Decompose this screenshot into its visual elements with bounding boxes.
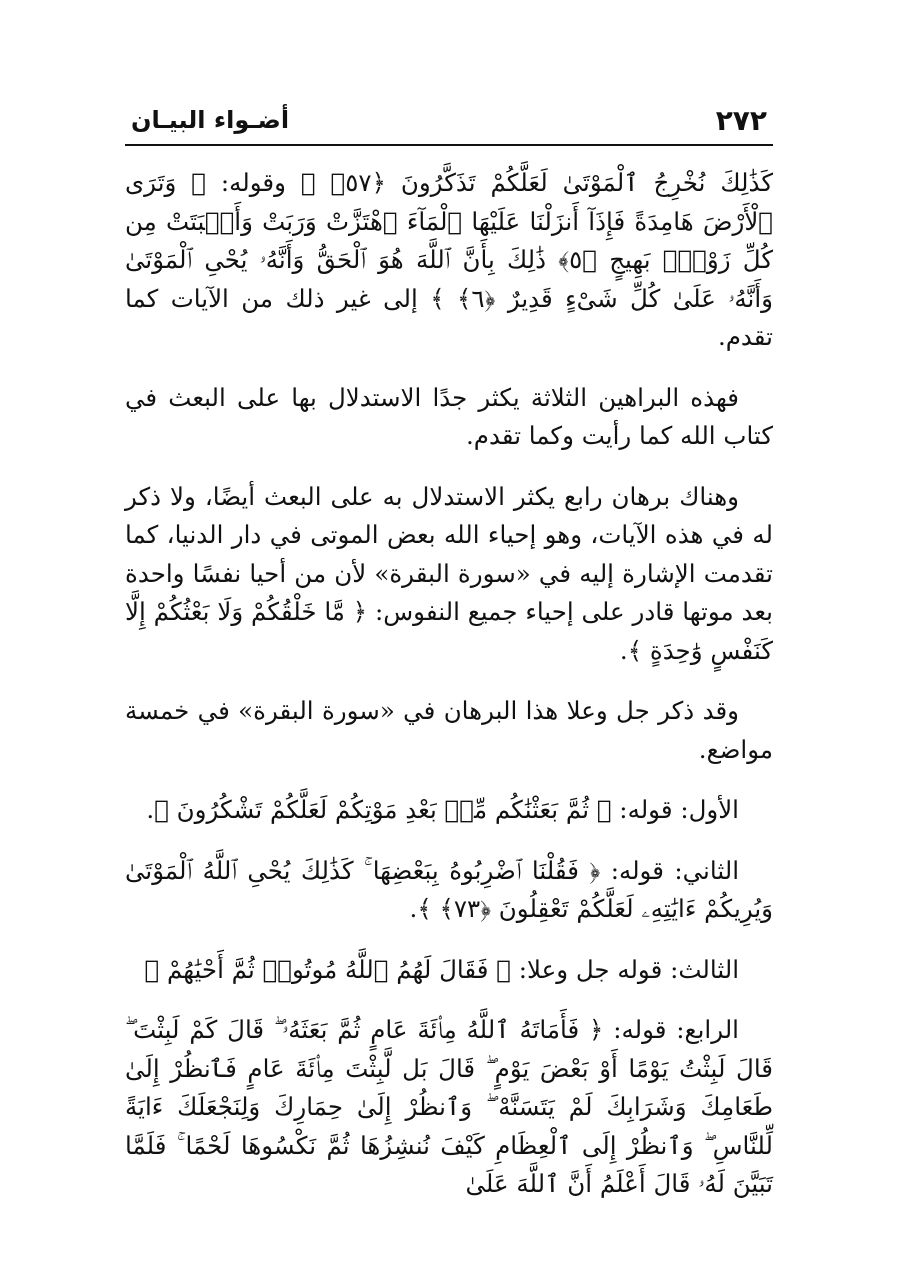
paragraph-five-places: وقد ذكر جل وعلا هذا البرهان في «سورة البقرة» في خمسة مواضع. bbox=[125, 696, 773, 764]
page-header bbox=[125, 100, 773, 146]
paragraph-fourth-proof: وهناك برهان رابع يكثر الاستدلال به على البعث أيضًا، ولا ذكر له في هذه الآيات، وهو إحياء الله بعض الموتى في دار الدنيا، كما تقدمت الإشارة إليه في «سورة البقرة» لأن من أحيا نفسًا واحدة بعد موتها قادر على إحياء جميع النفوس: ﴿ مَّا خَلْقُكُمْ وَلَا بَعْثُكُمْ إِلَّا كَنَفْسٍ وَٰحِدَةٍ ﴾. bbox=[125, 481, 773, 665]
paragraph-verses-continuation: كَذَٰلِكَ نُخْرِجُ ٱلْمَوْتَىٰ لَعَلَّكُمْ تَذَكَّرُونَ ﴿٥٧﴾ ﴾ وقوله: ﴿ وَتَرَى ٱلْأَرْضَ هَامِدَةً فَإِذَآ أَنزَلْنَا عَلَيْهَا ٱلْمَآءَ ٱهْتَزَّتْ وَرَبَتْ وَأَنۢبَتَتْ مِن كُلِّ زَوْجٍۭ بَهِيجٍ ﴿٥﴾ ذَٰلِكَ بِأَنَّ ٱللَّهَ هُوَ ٱلْحَقُّ وَأَنَّهُۥ يُحْىِ ٱلْمَوْتَىٰ وَأَنَّهُۥ عَلَىٰ كُلِّ شَىْءٍ قَدِيرٌ ﴿٦﴾ ﴾ إلى غير ذلك من الآيات كما تقدم. bbox=[125, 168, 773, 351]
paragraph-third-place: الثالث: قوله جل وعلا: ﴿ فَقَالَ لَهُمُ ٱللَّهُ مُوتُوا۟ ثُمَّ أَحْيَٰهُمْ ﴾ bbox=[144, 954, 739, 984]
paragraph-second-place: الثاني: قوله: ﴿ فَقُلْنَا ٱضْرِبُوهُ بِبَعْضِهَا ۚ كَذَٰلِكَ يُحْىِ ٱللَّهُ ٱلْمَوْتَىٰ وَيُرِيكُمْ ءَايَٰتِهِۦ لَعَلَّكُمْ تَعْقِلُونَ ﴿٧٣﴾ ﴾. bbox=[125, 855, 773, 923]
book-title: أضـواء البيـان bbox=[131, 106, 290, 134]
paragraph-three-proofs: فهذه البراهين الثلاثة يكثر جدًا الاستدلال بها على البعث في كتاب الله كما رأيت وكما تقدم. bbox=[125, 382, 773, 450]
book-page bbox=[125, 100, 773, 1226]
page-number: ٢٧٢ bbox=[715, 104, 767, 137]
paragraph-fourth-place: الرابع: قوله: ﴿ فَأَمَاتَهُ ٱللَّهُ مِا۟ئَةَ عَامٍ ثُمَّ بَعَثَهُۥ ۖ قَالَ كَمْ لَبِثْتَ ۖ قَالَ لَبِثْتُ يَوْمًا أَوْ بَعْضَ يَوْمٍ ۖ قَالَ بَل لَّبِثْتَ مِا۟ئَةَ عَامٍ فَٱنظُرْ إِلَىٰ طَعَامِكَ وَشَرَابِكَ لَمْ يَتَسَنَّهْ ۖ وَٱنظُرْ إِلَىٰ حِمَارِكَ وَلِنَجْعَلَكَ ءَايَةً لِّلنَّاسِ ۖ وَٱنظُرْ إِلَى ٱلْعِظَامِ كَيْفَ نُنشِزُهَا ثُمَّ نَكْسُوهَا لَحْمًا ۚ فَلَمَّا تَبَيَّنَ لَهُۥ قَالَ أَعْلَمُ أَنَّ ٱللَّهَ عَلَىٰ bbox=[125, 1015, 773, 1198]
paragraph-first-place: الأول: قوله: ﴿ ثُمَّ بَعَثْنَٰكُم مِّنۢ بَعْدِ مَوْتِكُمْ لَعَلَّكُمْ تَشْكُرُونَ ﴾. bbox=[146, 795, 739, 824]
page-body bbox=[125, 164, 773, 1204]
